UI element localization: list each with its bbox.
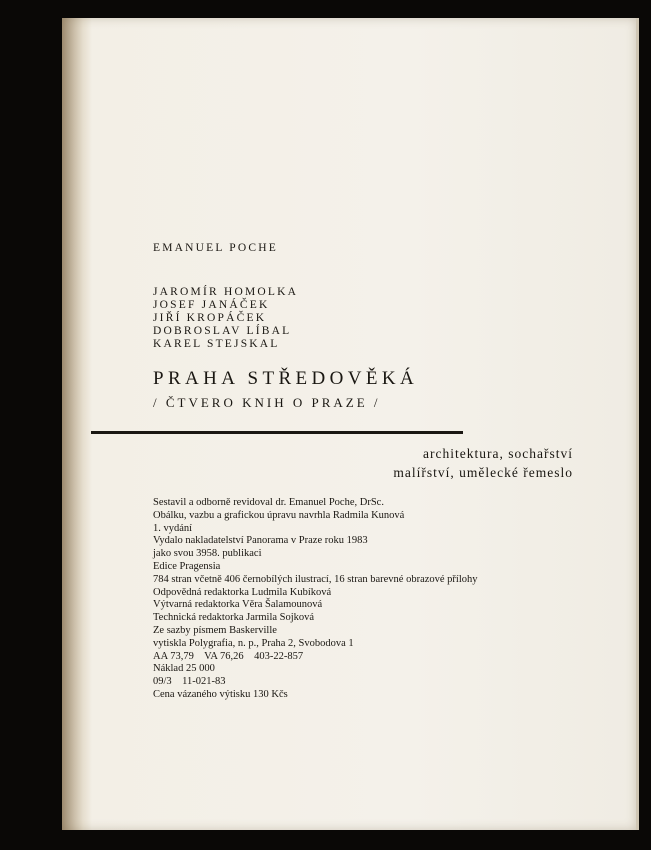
coauthor-name: KAREL STEJSKAL [153, 338, 280, 350]
colophon-line: 09/3 11-021-83 [153, 676, 226, 688]
colophon-line: 784 stran včetně 406 černobílých ilustrací, 16 stran barevné obrazové přílohy [153, 573, 478, 585]
coauthor-list [153, 286, 298, 351]
colophon-line: Cena vázaného výtisku 130 Kčs [153, 688, 288, 700]
colophon-line: Odpovědná redaktorka Ludmila Kubíková [153, 586, 332, 598]
title-page-content [153, 18, 573, 830]
subject-line: architektura, sochařství [423, 446, 573, 461]
colophon-line: Ze sazby písmem Baskerville [153, 624, 277, 636]
colophon-line: Sestavil a odborně revidoval dr. Emanuel Poche, DrSc. [153, 497, 384, 508]
coauthor-name: JIŘÍ KROPÁČEK [153, 312, 267, 324]
colophon-line: Technická redaktorka Jarmila Sojková [153, 612, 315, 624]
colophon-line: 1. vydání [153, 522, 193, 534]
coauthor-name: JAROMÍR HOMOLKA [153, 286, 299, 298]
book-gutter-shadow [62, 18, 92, 830]
page-edge [636, 18, 639, 830]
book-subtitle: / ČTVERO KNIH O PRAZE / [153, 395, 381, 410]
horizontal-rule [91, 431, 463, 434]
book-title: PRAHA STŘEDOVĚKÁ [153, 368, 419, 389]
subject-line: malířství, umělecké řemeslo [393, 465, 573, 480]
colophon-line: AA 73,79 VA 76,26 403-22-857 [153, 650, 304, 662]
colophon-line: Náklad 25 000 [153, 663, 215, 675]
title-page-sheet [62, 18, 636, 830]
colophon-line: Výtvarná redaktorka Věra Šalamounová [153, 599, 323, 611]
colophon-line: Obálku, vazbu a grafickou úpravu navrhla Radmila Kunová [153, 509, 405, 521]
coauthor-name: DOBROSLAV LÍBAL [153, 325, 292, 337]
subject-fields [153, 444, 573, 482]
editor-name: EMANUEL POCHE [153, 242, 278, 254]
coauthor-name: JOSEF JANÁČEK [153, 299, 270, 311]
colophon-line: Vydalo nakladatelství Panorama v Praze roku 1983 [153, 535, 368, 547]
colophon-line: jako svou 3958. publikaci [153, 548, 262, 560]
colophon [153, 497, 483, 702]
colophon-line: vytiskla Polygrafia, n. p., Praha 2, Svobodova 1 [153, 637, 354, 649]
colophon-line: Edice Pragensia [153, 560, 221, 572]
